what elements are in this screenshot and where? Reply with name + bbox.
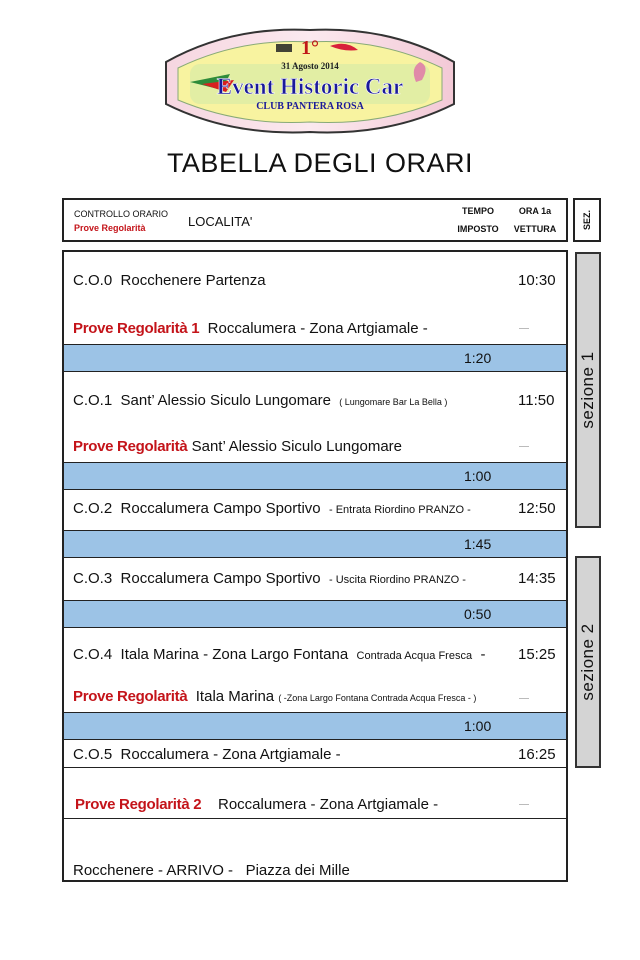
co1-code: C.O.1 — [73, 392, 113, 409]
logo-club: CLUB PANTERA ROSA — [256, 101, 364, 112]
prove-2-place: Sant’ Alessio Siculo Lungomare — [191, 438, 402, 455]
row-co2 — [73, 500, 471, 517]
co1-place: Sant’ Alessio Siculo Lungomare — [120, 392, 331, 409]
row-prove-3 — [73, 688, 476, 705]
co0-code: C.O.0 — [73, 272, 113, 289]
header-tempo-1: TEMPO — [461, 206, 494, 216]
header-ora-2: VETTURA — [513, 224, 557, 234]
band-1-time: 1:20 — [464, 350, 492, 366]
section-2-label: sezione 2 — [578, 623, 597, 701]
co4-dash: - — [480, 646, 486, 663]
header-ora-1: ORA 1a — [518, 206, 552, 216]
logo-date: 31 Agosto 2014 — [281, 61, 339, 71]
co5-time: 16:25 — [518, 746, 556, 763]
co4-code: C.O.4 — [73, 646, 113, 663]
row-co3 — [73, 570, 466, 587]
prove-3-place: Itala Marina — [195, 688, 275, 705]
event-logo — [160, 24, 460, 136]
header-tempo-2: IMPOSTO — [457, 224, 499, 234]
co3-time: 14:35 — [518, 570, 556, 587]
section-2-bar — [575, 556, 601, 768]
arrivo-extra: Piazza dei Mille — [245, 862, 350, 879]
row-arrivo — [73, 862, 350, 879]
band-4 — [64, 600, 566, 628]
row-prove-4 — [75, 796, 438, 813]
prove-4-place: Roccalumera - Zona Artgiamale - — [218, 796, 439, 813]
band-2-time: 1:00 — [464, 468, 492, 484]
co1-note: ( Lungomare Bar La Bella ) — [339, 397, 448, 407]
table-header — [62, 198, 568, 242]
header-localita: LOCALITA' — [188, 214, 253, 229]
co5-code: C.O.5 — [73, 746, 113, 763]
band-2 — [64, 462, 566, 490]
prove-1-label: Prove Regolarità 1 — [73, 320, 200, 337]
prove-2-label: Prove Regolarità — [73, 438, 188, 455]
co2-place: Roccalumera Campo Sportivo — [120, 500, 321, 517]
co5-place: Roccalumera - Zona Artgiamale - — [120, 746, 341, 763]
arrivo-place: Rocchenere - ARRIVO - — [73, 862, 234, 879]
co3-place: Roccalumera Campo Sportivo — [120, 570, 321, 587]
page-title: TABELLA DEGLI ORARI — [166, 148, 474, 178]
logo-badge — [160, 24, 460, 136]
schedule-table — [62, 250, 568, 882]
row-prove-1 — [73, 320, 428, 337]
header-controllo: CONTROLLO ORARIO — [74, 209, 169, 219]
prove-1-place: Roccalumera - Zona Artgiamale - — [207, 320, 428, 337]
co2-note: - Entrata Riordino PRANZO - — [328, 504, 471, 516]
row-co1 — [73, 392, 447, 409]
header-prove: Prove Regolarità — [74, 223, 146, 233]
co4-time: 15:25 — [518, 646, 556, 663]
prove-3-note: ( -Zona Largo Fontana Contrada Acqua Fresca - ) — [278, 693, 477, 703]
band-4-time: 0:50 — [464, 606, 492, 622]
co2-code: C.O.2 — [73, 500, 113, 517]
header-sez: SEZ. — [582, 209, 592, 231]
co4-note: Contrada Acqua Fresca — [356, 650, 473, 662]
band-3-time: 1:45 — [464, 536, 492, 552]
logo-name: Event Historic Car — [216, 74, 404, 99]
logo-edition: 1° — [301, 37, 319, 59]
co0-place: Rocchenere Partenza — [120, 272, 266, 289]
band-3 — [64, 530, 566, 558]
prove-4-label: Prove Regolarità 2 — [75, 796, 202, 813]
row-co0 — [73, 272, 266, 289]
band-5 — [64, 712, 566, 740]
prove-3-label: Prove Regolarità — [73, 688, 188, 705]
co2-time: 12:50 — [518, 500, 556, 517]
co3-note: - Uscita Riordino PRANZO - — [328, 574, 466, 586]
row-co5 — [73, 746, 341, 763]
co0-time: 10:30 — [518, 272, 556, 289]
band-5-time: 1:00 — [464, 718, 492, 734]
section-1-label: sezione 1 — [578, 351, 597, 429]
co1-time: 11:50 — [518, 392, 555, 409]
band-1 — [64, 344, 566, 372]
co4-place: Itala Marina - Zona Largo Fontana — [120, 646, 349, 663]
row-prove-2 — [73, 438, 402, 455]
row-co4 — [73, 646, 485, 663]
section-1-bar — [575, 252, 601, 528]
co3-code: C.O.3 — [73, 570, 113, 587]
header-sez-box — [573, 198, 601, 242]
